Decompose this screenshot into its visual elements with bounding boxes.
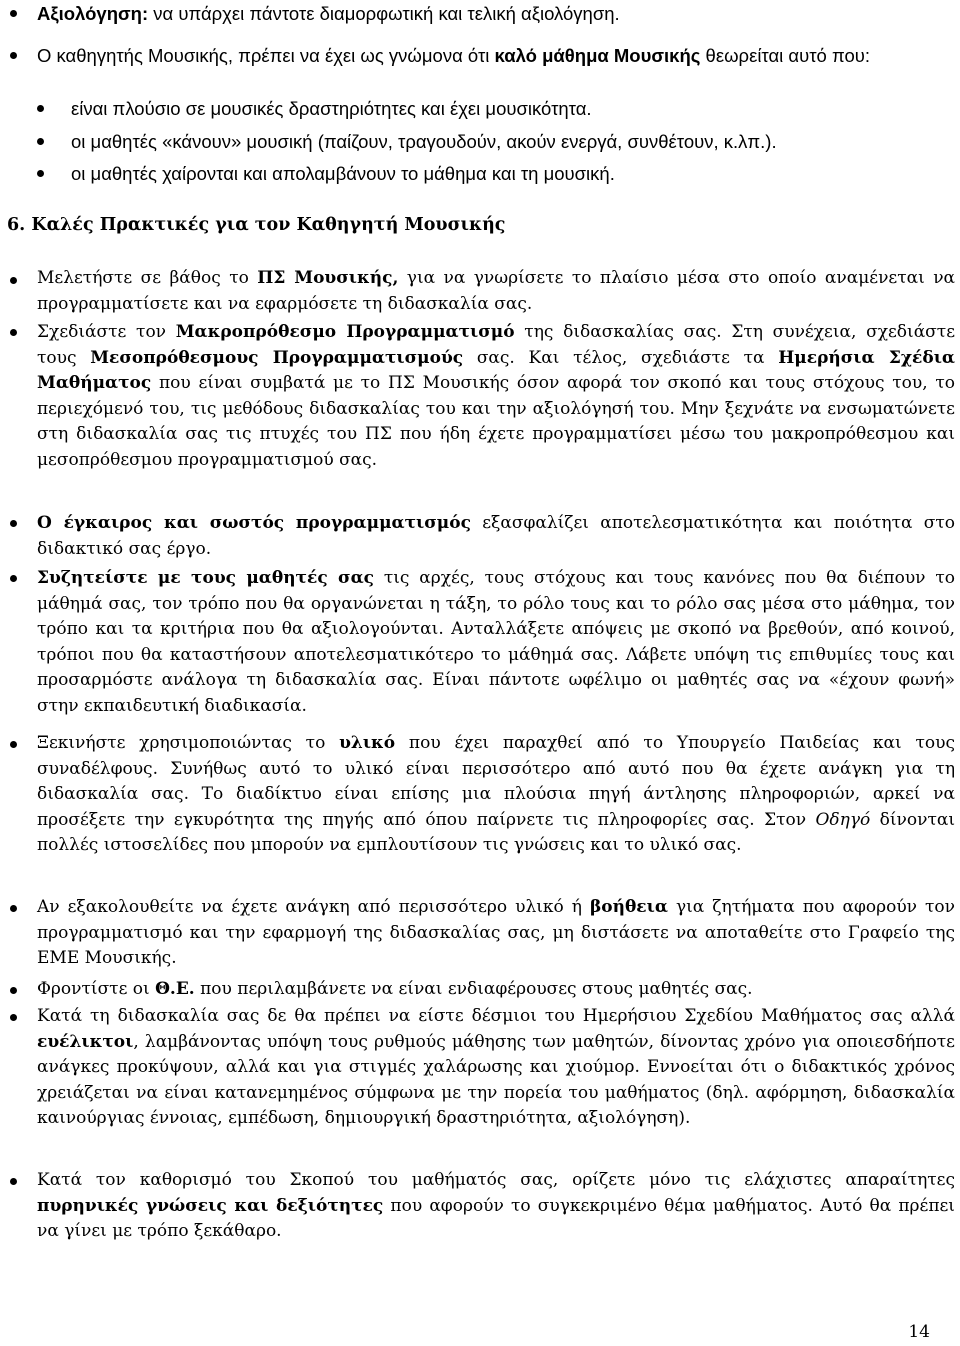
teacher-intro-text-end: θεωρείται αυτό που:	[700, 45, 871, 66]
bullet-icon	[10, 1178, 17, 1185]
page-number: 14	[908, 1322, 930, 1342]
practice-bold: Μακροπρόθεσμο Προγραμματισμό	[175, 322, 515, 342]
bullet-icon	[10, 1014, 17, 1021]
practice-italic: Οδηγό	[815, 809, 871, 830]
practice-item-timely-planning	[37, 511, 955, 562]
practice-text: Κατά τη διδασκαλία σας δε θα πρέπει να είστε δέσμιοι του Ημερήσιου Σχεδίου Μαθήματος σας αλλά	[37, 1006, 955, 1026]
practice-item-core-knowledge	[37, 1168, 955, 1245]
practice-text: που έχει παραχθεί από το Υπουργείο Παιδείας και τους συναδέλφους. Συνήθως αυτό το υλικό είναι περισσότερο από αυτό που θα έχετε ανάγκη για τη διδασκαλία σας. Το διαδίκτυο είναι επίσης μια πλούσια πηγή άντλησης πληροφοριών, αρκεί να προσέξετε την εγκυρότητα της πηγής από όπου παίρνετε τις πληροφορίες σας. Στον	[37, 733, 955, 830]
bullet-icon	[10, 987, 17, 994]
assessment-label: Αξιολόγηση:	[37, 3, 149, 24]
practice-text: Κατά τον καθορισμό του Σκοπού του μαθήματός σας, ορίζετε μόνο τις ελάχιστες απαραίτητες	[37, 1170, 955, 1190]
section-heading: 6. Καλές Πρακτικές για τον Καθηγητή Μουσικής	[7, 215, 506, 235]
practice-bold: ευέλικτοι	[37, 1031, 134, 1052]
teacher-intro-item	[37, 44, 952, 68]
practice-item-materials	[37, 731, 955, 859]
practice-bold: βοήθεια	[589, 897, 668, 917]
teacher-intro-bold: καλό μάθημα Μουσικής	[494, 45, 701, 66]
practice-text: που είναι συμβατά με το ΠΣ Μουσικής όσον αφορά τον σκοπό και τους στόχους του, το περιεχόμενό του, τις μεθόδους διδασκαλίας του και την αξιολόγησή του. Μην ξεχνάτε να ενσωματώνετε στη διδασκαλία σας τις πτυχές του ΠΣ που ήδη έχετε προγραμματίσει μέσω του μακροπρόθεσμου και μεσοπρόθεσμου προγραμματισμού σας.	[37, 373, 955, 470]
bullet-icon	[37, 138, 44, 145]
practice-bold: Θ.Ε.	[155, 979, 195, 999]
practice-text: , λαμβάνοντας υπόψη τους ρυθμούς μάθησης των μαθητών, δίνοντας χρόνο για οποιεσδήποτε ανάγκες προκύψουν, αλλά και για στιγμές χαλάρωσης και χιούμορ. Εννοείται ότι ο διδακτικός χρόνος χρειάζεται να είναι κατανεμημένος σύμφωνα με την πορεία του μαθήματος (δηλ. αφόρμηση, διδασκαλία καινούργιας έννοιας, εμπέδωση, δημιουργική δραστηριότητα, αξιολόγηση).	[37, 1031, 955, 1129]
practice-text: εξασφαλίζει αποτελεσματικότητα και ποιότητα στο διδακτικό σας έργο.	[37, 513, 955, 559]
sub-list-item: οι μαθητές χαίρονται και απολαμβάνουν το μάθημα και τη μουσική.	[71, 163, 615, 184]
practice-item-topics	[37, 977, 955, 1003]
bullet-icon	[10, 329, 17, 336]
bullet-icon	[37, 105, 44, 112]
bullet-icon	[37, 170, 44, 177]
practice-bold: Ημερήσια Σχέδια Μαθήματος	[37, 347, 955, 394]
practice-text: που περιλαμβάνετε να είναι ενδιαφέρουσες στους μαθητές σας.	[194, 979, 753, 999]
practice-bold: πυρηνικές γνώσεις και δεξιότητες	[37, 1195, 384, 1216]
practice-bold: Ο έγκαιρος και σωστός προγραμματισμός	[37, 513, 471, 533]
practice-text: που αφορούν το συγκεκριμένο θέμα μαθήματος. Αυτό θα πρέπει να γίνει με τρόπο ξεκάθαρο.	[37, 1195, 955, 1242]
practice-text: τις αρχές, τους στόχους και τους κανόνες που θα διέπουν το μάθημά σας, τον τρόπο που θα οργανώνεται η τάξη, το ρόλο τους και το ρόλο σας μέσα στο μάθημα, τον τρόπο και τα κριτήρια που θα αξιολογούνται. Ανταλλάξετε απόψεις με σκοπό να βρεθούν, από κοινού, τρόποι που θα καταστήσουν αποτελεσματικότερο το μάθημά σας. Λάβετε υπόψη τις επιθυμίες τους και προσαρμόστε ανάλογα τη διδασκαλία σας. Είναι πάντοτε ωφέλιμο οι μαθητές σας να «έχουν φωνή» στην εκπαιδευτική διαδικασία.	[37, 568, 955, 716]
practice-text: Μελετήστε σε βάθος το	[37, 268, 258, 288]
practice-item-study-curriculum	[37, 266, 955, 317]
practice-text: της διδασκαλίας σας. Στη συνέχεια, σχεδιάστε τους	[37, 322, 956, 368]
practice-text: δίνονται πολλές ιστοσελίδες που μπορούν να εμπλουτίσουν τις γνώσεις και το υλικό σας.	[37, 809, 956, 856]
practice-text: για να γνωρίσετε το πλαίσιο μέσα στο οποίο αναμένεται να προγραμματίσετε και να εφαρμόσετε τη διδασκαλία σας.	[37, 268, 956, 314]
sub-list-item: οι μαθητές «κάνουν» μουσική (παίζουν, τραγουδούν, ακούν ενεργά, συνθέτουν, κ.λπ.).	[71, 131, 777, 152]
practice-text: για ζητήματα που αφορούν τον προγραμματισμό και την εφαρμογή της διδασκαλίας σας, μη διστάσετε να αποταθείτε στο Γραφείο της ΕΜΕ Μουσικής.	[37, 897, 955, 969]
practice-bold: ΠΣ Μουσικής,	[257, 268, 399, 288]
practice-bold: υλικό	[339, 733, 396, 753]
practice-text: Αν εξακολουθείτε να έχετε ανάγκη από περισσότερο υλικό ή	[37, 897, 590, 917]
practice-item-help	[37, 895, 955, 972]
bullet-icon	[10, 741, 17, 748]
bullet-icon	[10, 905, 17, 912]
bullet-icon	[10, 52, 17, 59]
assessment-item	[37, 2, 947, 26]
practice-text: Φροντίστε οι	[37, 979, 156, 999]
practice-text: Ξεκινήστε χρησιμοποιώντας το	[37, 733, 340, 753]
practice-bold: Μεσοπρόθεσμους Προγραμματισμούς	[90, 347, 464, 368]
practice-item-discuss-students	[37, 566, 955, 720]
teacher-intro-text: Ο καθηγητής Μουσικής, πρέπει να έχει ως γνώμονα ότι	[37, 45, 495, 66]
practice-bold: Συζητείστε με τους μαθητές σας	[37, 568, 374, 588]
bullet-icon	[10, 10, 17, 17]
practice-item-planning	[37, 320, 955, 474]
bullet-icon	[10, 277, 17, 284]
practice-text: σας. Και τέλος, σχεδιάστε τα	[463, 347, 779, 368]
bullet-icon	[10, 520, 17, 527]
bullet-icon	[10, 575, 17, 582]
sub-list-item: είναι πλούσιο σε μουσικές δραστηριότητες και έχει μουσικότητα.	[71, 98, 592, 119]
assessment-text: να υπάρχει πάντοτε διαμορφωτική και τελική αξιολόγηση.	[148, 3, 620, 24]
practice-text: Σχεδιάστε τον	[37, 322, 176, 342]
practice-item-flexibility	[37, 1004, 955, 1132]
